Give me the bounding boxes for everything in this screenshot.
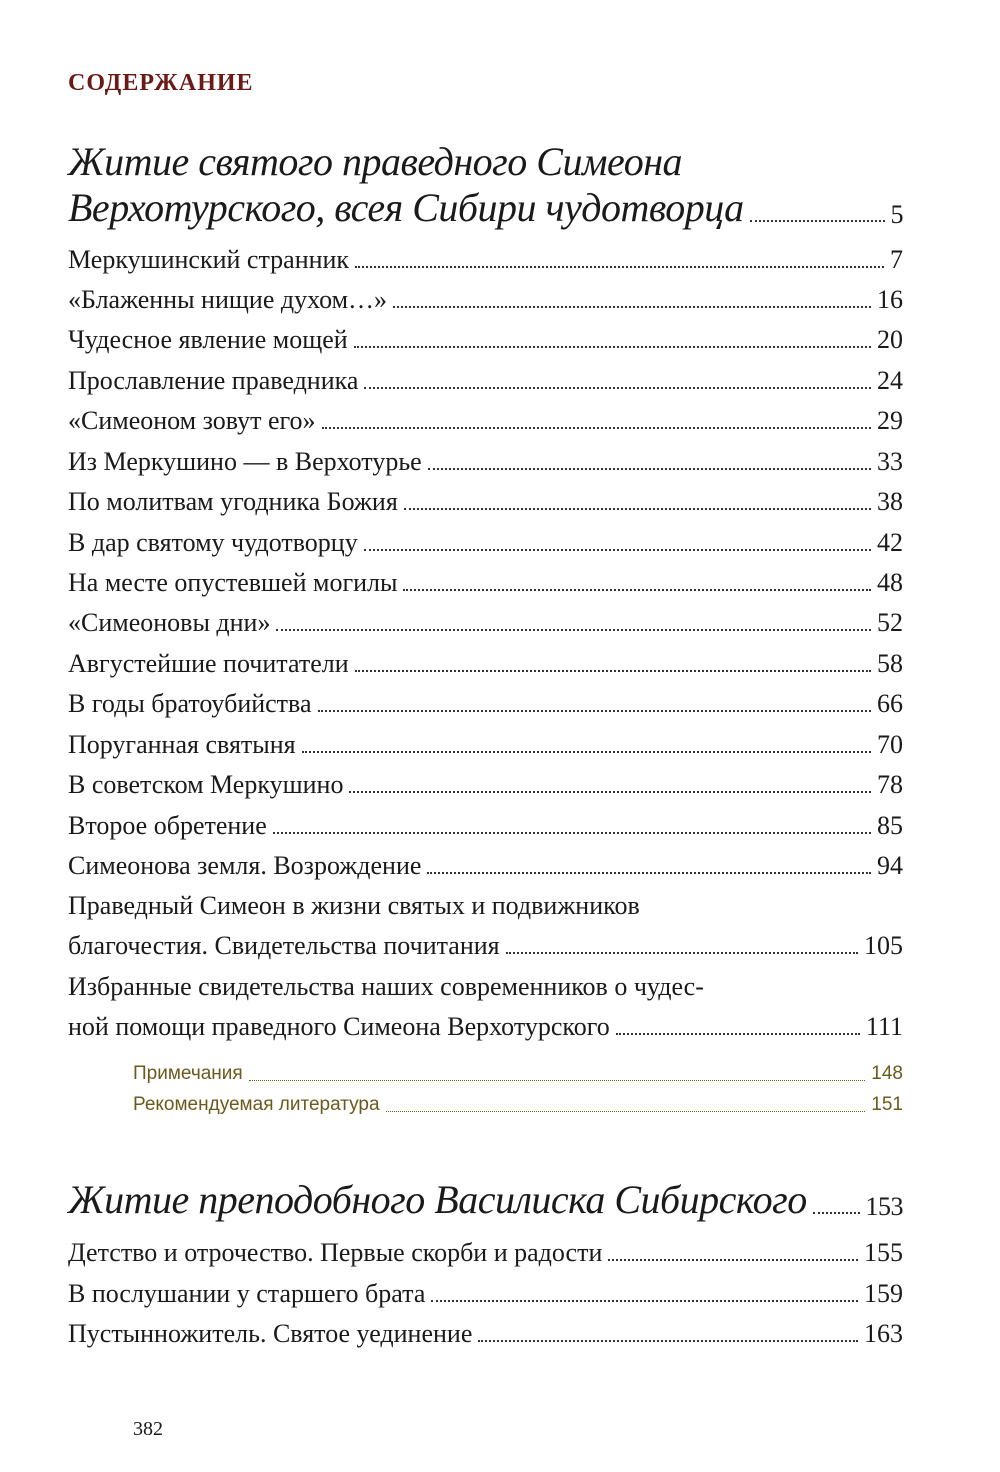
section2-title: Житие преподобного Василиска Сибирского [68,1177,807,1222]
dot-leader [276,629,871,631]
dot-leader [428,468,871,470]
section1-title-entry[interactable] [68,186,903,230]
toc-entry[interactable] [68,1319,903,1349]
toc-subentry[interactable] [133,1093,903,1117]
toc-entry[interactable] [68,325,903,355]
section2-page: 153 [865,1192,903,1221]
toc-title: «Блаженны нищие духом…» [68,285,388,314]
toc-page: 58 [877,649,903,678]
toc-title: Рекомендуемая литература [133,1094,380,1115]
toc-title: В советском Меркушино [68,770,344,799]
toc-title: На месте опустевшей могилы [68,568,398,597]
toc-page: 159 [864,1279,903,1308]
dot-leader [813,1212,860,1214]
toc-entry[interactable] [68,1012,903,1042]
dot-leader [478,1340,858,1342]
toc-title: Поруганная святыня [68,730,296,759]
dot-leader [355,670,871,672]
toc-page: 70 [877,730,903,759]
toc-title: Второе обретение [68,811,267,840]
toc-page: 105 [864,931,903,960]
toc-title: В послушании у старшего брата [68,1279,426,1308]
toc-page: 155 [864,1238,903,1267]
toc-entry[interactable] [68,366,903,396]
dot-leader [616,1033,860,1035]
dot-leader [427,872,871,874]
toc-entry[interactable] [68,1238,903,1268]
toc-subentry[interactable] [133,1062,903,1086]
toc-entry[interactable] [68,487,903,517]
toc-entry-line1[interactable]: Праведный Симеон в жизни святых и подвижников [68,891,640,920]
dot-leader [364,387,871,389]
dot-leader [354,346,871,348]
toc-title: «Симеоновы дни» [68,608,271,637]
dot-leader [393,306,871,308]
toc-entry[interactable] [68,931,903,961]
toc-entry[interactable] [68,285,903,315]
toc-entry[interactable] [68,649,903,679]
toc-page: 111 [865,1012,903,1041]
toc-entry[interactable] [68,1279,903,1309]
toc-title: ной помощи праведного Симеона Верхотурского [68,1012,610,1041]
toc-page: 20 [877,325,903,354]
toc-page: 94 [877,851,903,880]
toc-page: 7 [890,245,903,274]
toc-page: 38 [877,487,903,516]
toc-entry[interactable] [68,730,903,760]
toc-entry[interactable] [68,608,903,638]
toc-title: Симеонова земля. Возрождение [68,851,422,880]
toc-page: 16 [877,285,903,314]
toc-page: 85 [877,811,903,840]
toc-title: Из Меркушино — в Верхотурье [68,447,422,476]
dot-leader [386,1111,866,1112]
toc-page: 33 [877,447,903,476]
toc-entry[interactable] [68,811,903,841]
toc-title: Августейшие почитатели [68,649,349,678]
toc-entry[interactable] [68,851,903,881]
toc-page: 151 [871,1094,903,1115]
toc-page: 163 [864,1319,903,1348]
toc-entry-line1[interactable]: Избранные свидетельства наших современников о чудес- [68,972,704,1001]
dot-leader [273,832,871,834]
toc-entry[interactable] [68,770,903,800]
toc-title: В дар святому чудотворцу [68,528,358,557]
dot-leader [318,710,871,712]
toc-title: В годы братоубийства [68,689,312,718]
toc-title: Меркушинский странник [68,245,350,274]
dot-leader [750,220,885,222]
toc-entry[interactable] [68,406,903,436]
dot-leader [322,427,871,429]
toc-entry[interactable] [68,689,903,719]
toc-title: Прославление праведника [68,366,359,395]
section1-title-line1: Житие святого праведного Симеона [68,139,683,184]
toc-entry[interactable] [68,528,903,558]
page-number: 382 [133,1418,163,1440]
toc-page: 48 [877,568,903,597]
section2-title-entry[interactable] [68,1178,903,1222]
toc-page: 52 [877,608,903,637]
toc-title: Детство и отрочество. Первые скорби и радости [68,1238,603,1267]
toc-page: 78 [877,770,903,799]
toc-page: 24 [877,366,903,395]
dot-leader [431,1300,858,1302]
dot-leader [349,791,871,793]
toc-page: 66 [877,689,903,718]
toc-title: Чудесное явление мощей [68,325,348,354]
dot-leader [403,589,871,591]
toc-entry[interactable] [68,568,903,598]
toc-page: 42 [877,528,903,557]
section1-title-line2: Верхотурского, всея Сибири чудотворца [68,185,744,230]
contents-heading: СОДЕРЖАНИЕ [68,70,254,96]
dot-leader [506,952,858,954]
dot-leader [249,1080,866,1081]
dot-leader [404,508,871,510]
toc-page: 148 [871,1063,903,1084]
toc-title: По молитвам угодника Божия [68,487,398,516]
toc-entry[interactable] [68,245,903,275]
toc-entry[interactable] [68,447,903,477]
toc-title: «Симеоном зовут его» [68,406,316,435]
dot-leader [608,1259,858,1261]
section1-page: 5 [890,200,903,229]
toc-title: Примечания [133,1063,243,1084]
dot-leader [302,751,871,753]
toc-title: благочестия. Свидетельства почитания [68,931,500,960]
dot-leader [355,266,884,268]
toc-title: Пустынножитель. Святое уединение [68,1319,473,1348]
toc-page: 29 [877,406,903,435]
dot-leader [364,549,871,551]
